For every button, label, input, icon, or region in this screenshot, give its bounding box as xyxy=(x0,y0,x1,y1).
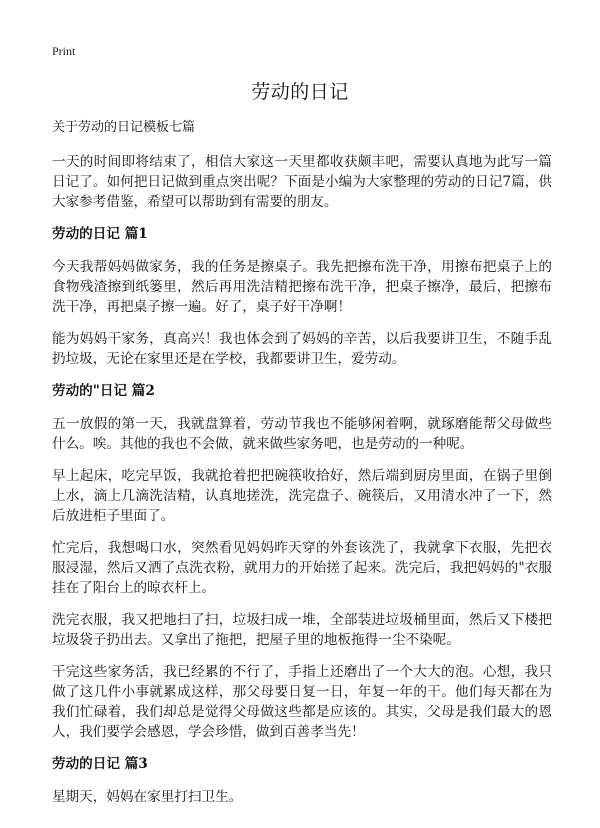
paragraph: 今天我帮妈妈做家务，我的任务是擦桌子。我先把擦布洗干净，用擦布把桌子上的食物残渣擦到纸篓里，然后再用洗洁精把擦布洗干净，把桌子擦净，最后，把擦布洗干净，再把桌子擦一遍。好了，桌子好干净啊！ xyxy=(52,259,552,315)
section-heading-3: 劳动的日记 篇3 xyxy=(52,756,148,772)
paragraph: 能为妈妈干家务，真高兴！我也体会到了妈妈的辛苦，以后我要讲卫生，不随手乱扔垃圾，无论在家里还是在学校，我都要讲卫生，爱劳动。 xyxy=(52,331,552,367)
page-title: 劳动的日记 xyxy=(251,81,349,103)
paragraph: 干完这些家务活，我已经累的不行了，手指上还磨出了一个大大的泡。心想，我只做了这几件小事就累成这样，那父母要日复一日，年复一年的干。他们每天都在为我们忙碌着，我们却总是觉得父母做这些都是应该的。其实，父母是我们最大的恩人，我们要学会感恩，学会珍惜，做到百善孝当先！ xyxy=(52,664,552,740)
paragraph: 洗完衣服，我又把地扫了扫，垃圾扫成一堆，全部装进垃圾桶里面，然后又下楼把垃圾袋子扔出去。又拿出了拖把，把屋子里的地板拖得一尘不染呢。 xyxy=(52,612,552,648)
paragraph: 星期天，妈妈在家里打扫卫生。 xyxy=(52,789,243,805)
section-heading-1: 劳动的日记 篇1 xyxy=(52,226,148,242)
article-body xyxy=(52,118,552,819)
subtitle: 关于劳动的日记模板七篇 xyxy=(52,120,196,135)
paragraph: 早上起床，吃完早饭，我就抢着把把碗筷收拾好，然后端到厨房里面，在锅子里倒上水，滴上几滴洗洁精，认真地搓洗，洗完盘子、碗筷后，又用清水冲了一下，然后放进柜子里面了。 xyxy=(52,468,552,524)
intro-paragraph: 一天的时间即将结束了，相信大家这一天里都收获颇丰吧，需要认真地为此写一篇日记了。如何把日记做到重点突出呢？下面是小编为大家整理的劳动的日记7篇，供大家参考借鉴，希望可以帮助到有需要的朋友。 xyxy=(52,154,552,210)
paragraph: 忙完后，我想喝口水，突然看见妈妈昨天穿的外套该洗了，我就拿下衣服，先把衣服浸湿，然后又洒了点洗衣粉，就用力的开始搓了起来。洗完后，我把妈妈的"衣服挂在了阳台上的晾衣杆上。 xyxy=(52,540,552,596)
section-heading-2: 劳动的"日记 篇2 xyxy=(52,383,155,399)
print-link[interactable]: Print xyxy=(52,44,76,58)
paragraph: 五一放假的第一天，我就盘算着，劳动节我也不能够闲着啊，就琢磨能帮父母做些什么。唉。其他的我也不会做，就来做些家务吧，也是劳动的一种呢。 xyxy=(52,416,552,452)
